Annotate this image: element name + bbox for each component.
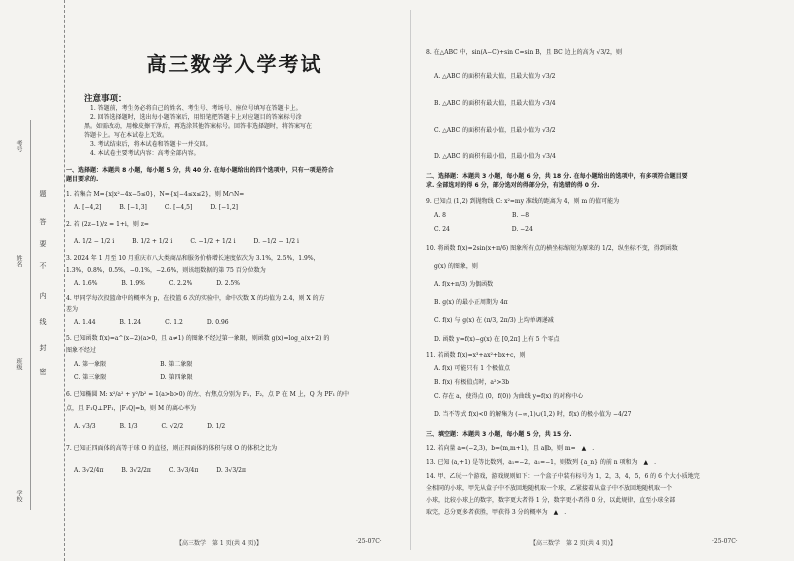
page-1	[66, 0, 403, 561]
question-11-option-c: C. 存在 a，使得点 (0，f(0)) 为曲线 y=f(x) 的对称中心	[434, 393, 584, 400]
question-5-cont: 图象不经过	[66, 347, 97, 354]
page-2	[420, 0, 780, 561]
question-11: 11. 若函数 f(x)=x³+ax²+bx+c，则	[426, 352, 526, 359]
page-2-code: ·25-07C·	[712, 538, 738, 545]
question-10-option-a: A. f(x+π/3) 为偶函数	[434, 281, 494, 288]
section-2-heading-cont: 求. 全部选对的得 6 分，部分选对的得部分分，有选错的得 0 分.	[426, 182, 600, 189]
question-10-option-c: C. f(x) 与 g(x) 在 (π/3, 2π/3) 上均单调递减	[434, 317, 554, 324]
question-6-options: A. √3/3 B. 1/3 C. √2/2 D. 1/2	[74, 423, 226, 430]
section-3-heading: 三、填空题：本题共 3 小题，每小题 5 分，共 15 分.	[426, 431, 572, 438]
binding-line	[30, 120, 31, 510]
page-1-footer: 【高三数学 第 1 页(共 4 页)】	[176, 540, 262, 547]
question-10-option-d: D. 函数 y=f(x)−g(x) 在 [0,2π] 上有 5 个零点	[434, 336, 560, 343]
notice-item: 3. 考试结束后，将本试卷和答题卡一并交回。	[90, 141, 212, 148]
question-4-options: A. 1.44 B. 1.24 C. 1.2 D. 0.96	[74, 319, 229, 326]
question-13: 13. 已知 (a,+1) 是等比数列，a₁=−2，a₁=−1，则数列 {a_n} 的前 n 项和为 ▲ .	[426, 459, 657, 466]
section-2-heading: 二、选择题：本题共 3 小题，每小题 6 分，共 18 分. 在每小题给出的选项中，有多项符合题目要	[426, 173, 688, 180]
page-1-code: ·25-07C·	[356, 538, 382, 545]
question-12: 12. 若向量 a=(−2,3)，b=(m,m+1)，且 a∥b，则 m= ▲ .	[426, 445, 595, 452]
question-8-option-c: C. △ABC 的面积有最小值，且最小值为 √3/2	[434, 127, 556, 134]
question-7-options: A. 3√2/4π B. 3√2/2π C. 3√3/4π D. 3√3/2π	[74, 467, 246, 474]
seal-char: 不	[39, 262, 47, 270]
question-10-cont: g(x) 的图象，则	[434, 263, 478, 270]
seal-char: 封	[39, 344, 47, 352]
seal-char: 线	[39, 318, 47, 326]
question-9-options-cd: C. 24 D. −24	[434, 226, 533, 233]
notice-item: 4. 本试卷主要考试内容：高考全部内容。	[90, 150, 200, 157]
question-11-option-a: A. f(x) 可能只有 1 个极值点	[434, 365, 510, 372]
question-3: 3. 2024 年 1 月至 10 月重庆市八大类商品和服务价格增长速度依次为 3.1%，2.5%，1.9%，	[66, 255, 320, 262]
page-divider	[410, 10, 411, 550]
question-14-cont: 小球，比较小球上的数字，数字更大者得 1 分，数字更小者得 0 分，以此规律，直至小球全部	[426, 497, 676, 504]
exam-number-label: 考号	[15, 140, 22, 152]
question-11-option-d: D. 当不等式 f(x)<0 的解集为 (−∞,1)∪(1,2) 时，f(x) 的极小值为 −4/27	[434, 411, 632, 418]
question-11-option-b: B. f(x) 有极值点时，a²>3b	[434, 379, 510, 386]
seal-char: 密	[39, 368, 47, 376]
question-1: 1. 若集合 M={x|x²−4x−5≤0}，N={x|−4≤x≤2}，则 M∩N=	[66, 191, 245, 198]
question-14-cont: 全相同的小球，甲先从盒子中不放回地随机取一个球，乙紧接着从盒子中不放回地随机取一个	[426, 485, 673, 492]
question-8-option-d: D. △ABC 的面积有最小值，且最小值为 √3/4	[434, 153, 556, 160]
page-title: 高三数学入学考试	[146, 52, 323, 76]
question-6: 6. 已知椭圆 M: x²/a² + y²/b² = 1(a>b>0) 的左、右焦点分别为 F₁，F₂，点 P 在 M 上，Q 为 PF₁ 的中	[66, 391, 349, 398]
seal-char: 题	[39, 190, 47, 198]
question-2-options: A. 1/2 − 1/2 i B. 1/2 + 1/2 i C. −1/2 + 1/2 i D. −1/2 − 1/2 i	[74, 238, 299, 245]
name-label: 姓名	[15, 255, 22, 267]
question-14-cont: 取完，总分更多者获胜，甲获得 3 分的概率为 ▲ .	[426, 509, 567, 516]
seal-char: 答	[39, 218, 47, 226]
seal-char: 要	[39, 240, 47, 248]
question-14: 14. 甲、乙玩一个游戏，游戏规则如下：一个盒子中装有标号为 1，2，3，4，5，6 的 6 个大小质地完	[426, 473, 700, 480]
class-label: 班级	[15, 358, 22, 370]
question-10-option-b: B. g(x) 的最小正周期为 4π	[434, 299, 508, 306]
question-3-options: A. 1.6% B. 1.9% C. 2.2% D. 2.5%	[74, 280, 240, 287]
seal-char: 内	[39, 292, 47, 300]
question-10: 10. 将函数 f(x)=2sin(x+π/6) 图象所有点的横坐标缩短为原来的 1/2，纵坐标不变，得到函数	[426, 245, 678, 252]
school-label: 学校	[15, 490, 22, 502]
question-5-options-cd: C. 第三象限 D. 第四象限	[74, 374, 193, 381]
section-1-heading-cont: 题目要求的.	[66, 176, 99, 183]
question-3-cont: 1.3%，0.8%，0.5%，−0.1%，−2.6%，则该组数据的第 75 百分位数为	[66, 267, 266, 274]
question-5-options-ab: A. 第一象限 B. 第二象限	[74, 361, 193, 368]
question-8-option-b: B. △ABC 的面积有最大值，且最大值为 √3/4	[434, 100, 556, 107]
question-5: 5. 已知函数 f(x)=a^(x−2)(a>0，且 a≠1) 的图象不经过第一象限，则函数 g(x)=log_a(x+2) 的	[66, 335, 330, 342]
question-4-cont: 差为	[66, 306, 79, 313]
question-2: 2. 若 (2z−1)/z = 1+i，则 z=	[66, 221, 149, 228]
question-1-options: A. [−4,2] B. [−1,3] C. [−4,5] D. [−1,2]	[74, 204, 238, 211]
question-7: 7. 已知正四面体的高等于球 O 的直径，则正四面体的体积与球 O 的体积之比为	[66, 445, 278, 452]
binding-margin	[0, 0, 65, 561]
question-8-option-a: A. △ABC 的面积有最大值，且最大值为 √3/2	[434, 73, 556, 80]
question-9: 9. 已知点 (1,2) 到抛物线 C: x²=my 准线的距离为 4，则 m 的值可能为	[426, 198, 620, 205]
notice-item: 黑。如需改动，用橡皮擦干净后，再选涂其他答案标号。回答非选择题时，将答案写在	[84, 123, 313, 130]
notice-item: 1. 答题前，考生务必将自己的姓名、考生号、考场号、座位号填写在答题卡上。	[90, 105, 302, 112]
notice-heading: 注意事项：	[84, 94, 127, 104]
question-4: 4. 甲同学每次投篮命中的概率为 p，在投篮 6 次的实验中，命中次数 X 的均值为 2.4，则 X 的方	[66, 295, 325, 302]
question-6-cont: 点，且 F₁Q⊥PF₁，|F₁Q|=b，则 M 的离心率为	[66, 405, 196, 412]
question-9-options-ab: A. 8 B. −8	[434, 212, 530, 219]
question-8: 8. 在△ABC 中，sin(A−C)+sin C=sin B，且 BC 边上的高为 √3/2，则	[426, 49, 622, 56]
page-2-footer: 【高三数学 第 2 页(共 4 页)】	[530, 540, 616, 547]
notice-item: 2. 回答选择题时，选出每小题答案后，用铅笔把答题卡上对应题目的答案标号涂	[90, 114, 302, 121]
notice-item: 答题卡上。写在本试卷上无效。	[84, 132, 169, 139]
section-1-heading: 一、选择题：本题共 8 小题，每小题 5 分，共 40 分. 在每小题给出的四个选项中，只有一项是符合	[66, 167, 334, 174]
